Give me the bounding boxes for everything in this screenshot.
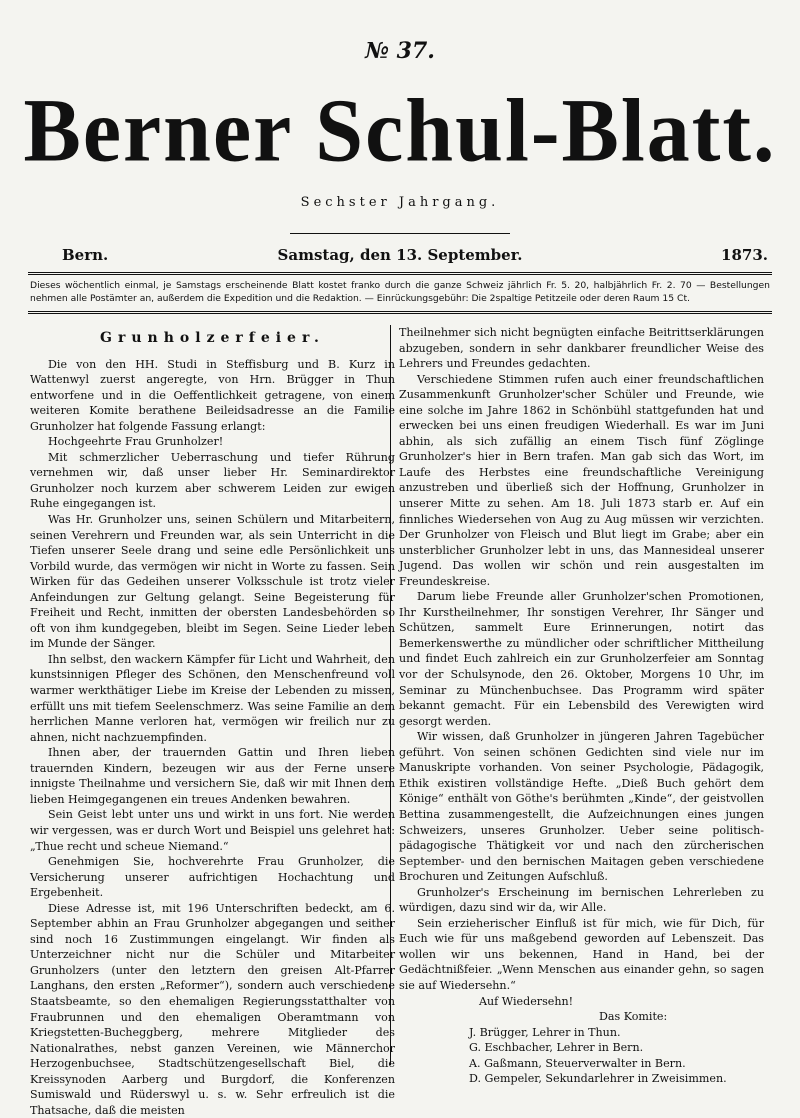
rule-top bbox=[28, 272, 772, 275]
paragraph: Ihn selbst, den wackern Kämpfer für Licht und Wahrheit, den kunstsinnigen Pfleger des Schönen, den Menschenfreund voll warmer werkthätiger Liebe im Kreise der Lebenden zu missen, erfüllt uns mit tiefem Seelenschmerz. Was seine Familie an dem herrlichen Manne verloren hat, vermögen wir freilich nur zu ahnen, nicht nachzuempfinden. bbox=[30, 652, 395, 744]
paragraph: Die von den HH. Studi in Steffisburg und B. Kurz in Wattenwyl zuerst angeregte, von Hrn. Brügger in Thun entworfene und in die Oeffentlichkeit getragene, von einem weiteren Komite berathene Beileidsadresse an die Familie Grunholzer hat folgende Fassung erlangt: bbox=[30, 357, 395, 433]
paragraph: Grunholzer's Erscheinung im bernischen Lehrerleben zu würdigen, dazu sind wir da, wir Alle. bbox=[399, 885, 764, 915]
paragraph: Was Hr. Grunholzer uns, seinen Schülern und Mitarbeitern, seinen Verehrern und Freunden war, als sein Unterricht in die Tiefen unserer Seele drang und seine edle Persönlichkeit uns Vorbild wurde, das vermögen wir nicht in Worte zu fassen. Sein Wirken für das Gedeihen unserer Volksschule ist trotz vieler Anfeindungen zur Geltung gelangt. Seine Begeisterung für Freiheit und Recht, inmitten der obersten Landesbehörden so oft von ihm kundgegeben, bleibt im Segen. Seine Lieder leben im Munde der Sänger. bbox=[30, 513, 395, 651]
dateline-date: Samstag, den 13. September. bbox=[277, 246, 523, 264]
signatory: D. Gempeler, Sekundarlehrer in Zweisimmen. bbox=[469, 1072, 727, 1086]
column-left bbox=[30, 325, 395, 1118]
article-title: Grunholzerfeier. bbox=[100, 330, 325, 346]
signatory: G. Eschbacher, Lehrer in Bern. bbox=[469, 1041, 644, 1055]
newspaper-title: Berner Schul-Blatt. bbox=[23, 79, 777, 181]
column-right bbox=[399, 325, 764, 1087]
paragraph: Darum liebe Freunde aller Grunholzer'schen Promotionen, Ihr Kurstheilnehmer, Ihr sonstigen Verehrer, Ihr Sänger und Schützen, sammelt Eure Erinnerungen, notirt das Bemerkenswerthe zu mündlicher oder schriftlicher Mittheilung und findet Euch zahlreich ein zur Grunholzerfeier am Sonntag vor der Schulsynode, den 26. Oktober, Morgens 10 Uhr, im Seminar zu Münchenbuchsee. Das Programm wird später bekannt gemacht. Für ein Lebensbild des Verewigten wird gesorgt werden. bbox=[399, 590, 764, 728]
rule-bottom bbox=[28, 311, 772, 314]
issue-number: № 37. bbox=[365, 38, 435, 64]
dateline-city: Bern. bbox=[62, 246, 109, 264]
closing-greeting: Auf Wiedersehn! bbox=[479, 994, 574, 1008]
signatory: J. Brügger, Lehrer in Thun. bbox=[469, 1025, 621, 1039]
subscription-notice: Dieses wöchentlich einmal, je Samstags erscheinende Blatt kostet franko durch die ganze Schweiz jährlich Fr. 5. 20, halbjährlich Fr. 2. 70 — Bestellungen nehmen alle Postämter an, außerdem die Expedition und die Redaktion. — Einrückungsgebühr: Die 2spaltige Petitzeile oder deren Raum 15 Ct. bbox=[30, 280, 770, 304]
paragraph: Ihnen aber, der trauernden Gattin und Ihren lieben trauernden Kindern, bezeugen wir aus der Ferne unsere innigste Theilnahme und versichern Sie, daß wir mit Ihnen dem lieben Heimgegangenen ein treues Andenken bewahren. bbox=[30, 746, 395, 806]
volume-line: Sechster Jahrgang. bbox=[300, 195, 500, 210]
paragraph: Wir wissen, daß Grunholzer in jüngeren Jahren Tagebücher geführt. Von seinen schönen Gedichten sind viele nur im Manuskripte vorhanden. Von seiner Psychologie, Pädagogik, Ethik existiren vollständige Hefte. „Dieß Buch gehört dem Könige“ enthält von Göthe's berühmten „Kinde“, der geistvollen Bettina zusammengestellt, die Aufzeichnungen eines jungen Schweizers, unseres Grunholzer. Ueber seine politisch-pädagogische Thätigkeit vor und nach den zürcherischen September- und den bernischen Maitagen geben verschiedene Brochuren und Zeitungen Aufschluß. bbox=[399, 730, 764, 884]
paragraph: Diese Adresse ist, mit 196 Unterschriften bedeckt, am 6. September abhin an Frau Grunholzer abgegangen und seither sind noch 16 Zustimmungen eingelangt. Wir finden als Unterzeichner nicht nur die Schüler und Mitarbeiter Grunholzers (unter den letztern den greisen Alt-Pfarrer Langhans, den ersten „Reformer“), sondern auch verschiedene Staatsbeamte, so den ehemaligen Regierungsstatthalter von Fraubrunnen und den ehemaligen Oberamtmann von Kriegstetten-Bucheggberg, mehrere Mitglieder des Nationalrathes, nebst ganzen Vereinen, wie Männerchor Herzogenbuchsee, Stadtschützengesellschaft Biel, die Kreissynoden Aarberg und Burgdorf, die Konferenzen Sumiswald und Rüderswyl u. s. w. Sehr erfreulich ist die Thatsache, daß die meisten bbox=[30, 901, 395, 1117]
dateline-year: 1873. bbox=[721, 246, 768, 264]
paragraph: Mit schmerzlicher Ueberraschung und tiefer Rührung vernehmen wir, daß unser lieber Hr. Seminardirektor Grunholzer noch kurzem aber schwerem Leiden zur ewigen Ruhe eingegangen ist. bbox=[30, 450, 395, 511]
paragraph: Genehmigen Sie, hochverehrte Frau Grunholzer, die Versicherung unserer aufrichtigen Hochachtung und Ergebenheit. bbox=[30, 855, 395, 900]
masthead-rule bbox=[290, 233, 510, 234]
paragraph: Verschiedene Stimmen rufen auch einer freundschaftlichen Zusammenkunft Grunholzer'scher Schüler und Freunde, wie eine solche im Jahre 1862 in Schönbühl stattgefunden hat und erwecken bei uns einen freudigen Wiederhall. Es war im Juni abhin, als sich zufällig an einem Tisch fünf Zöglinge Grunholzer's hier in Bern trafen. Man gab sich das Wort, im Laufe des Herbstes eine freundschaftliche Vereinigung anzustreben und überließ sich der Hoffnung, Grunholzer in unserer Mitte zu sehen. Am 18. Juli 1873 starb er. Auf ein finnliches Wiedersehen von Aug zu Aug müssen wir verzichten. Der Grunholzer von Fleisch und Blut liegt im Grabe; aber ein unsterblicher Grunholzer lebt in uns, das Mannesideal unserer Jugend. Das wollen wir schön und rein ausgestalten im Freundeskreise. bbox=[399, 372, 764, 588]
paragraph: Sein Geist lebt unter uns und wirkt in uns fort. Nie werden wir vergessen, was er durch Wort und Beispiel uns gelehret hat: „Thue recht und scheue Niemand.“ bbox=[30, 808, 395, 853]
salutation: Hochgeehrte Frau Grunholzer! bbox=[48, 435, 224, 449]
dateline bbox=[28, 246, 772, 268]
committee-label: Das Komite: bbox=[599, 1010, 668, 1024]
paragraph: Theilnehmer sich nicht begnügten einfache Beitrittserklärungen abzugeben, sondern in sehr dankbarer freundlicher Weise des Lehrers und Freundes gedachten. bbox=[399, 326, 764, 371]
signatory: A. Gaßmann, Steuerverwalter in Bern. bbox=[469, 1056, 686, 1070]
paragraph: Sein erzieherischer Einfluß ist für mich, wie für Dich, für Euch wie für uns maßgebend geworden auf Lebenszeit. Das wollen wir uns bekennen, Hand in Hand, bei der Gedächtnißfeier. „Wenn Menschen aus einander gehn, so sagen sie auf Wiedersehn.“ bbox=[399, 916, 764, 992]
